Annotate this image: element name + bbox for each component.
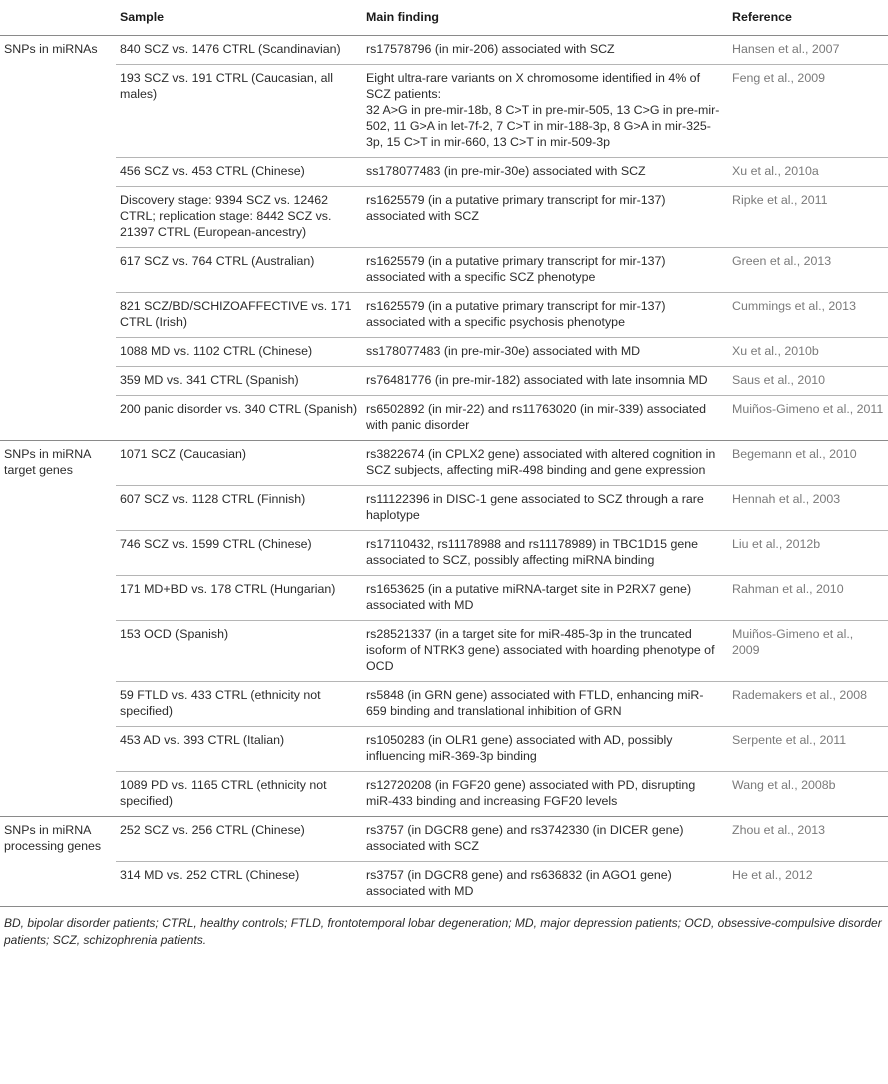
header-sample: Sample — [116, 0, 362, 36]
table-body — [0, 36, 888, 907]
sample-cell: 1089 PD vs. 1165 CTRL (ethnicity not specified) — [116, 772, 362, 817]
finding-cell: rs1050283 (in OLR1 gene) associated with AD, possibly influencing miR-369-3p binding — [362, 727, 728, 772]
finding-cell: ss178077483 (in pre-mir-30e) associated with SCZ — [362, 158, 728, 187]
reference-cell: Zhou et al., 2013 — [728, 817, 888, 862]
reference-cell: Green et al., 2013 — [728, 248, 888, 293]
finding-cell: rs3757 (in DGCR8 gene) and rs3742330 (in DICER gene) associated with SCZ — [362, 817, 728, 862]
table-row — [0, 772, 888, 817]
sample-cell: 453 AD vs. 393 CTRL (Italian) — [116, 727, 362, 772]
sample-cell: 1071 SCZ (Caucasian) — [116, 441, 362, 486]
reference-cell: Cummings et al., 2013 — [728, 293, 888, 338]
sample-cell: 252 SCZ vs. 256 CTRL (Chinese) — [116, 817, 362, 862]
reference-cell: Feng et al., 2009 — [728, 65, 888, 158]
sample-cell: 456 SCZ vs. 453 CTRL (Chinese) — [116, 158, 362, 187]
table-footnote: BD, bipolar disorder patients; CTRL, healthy controls; FTLD, frontotemporal lobar degeneration; MD, major depression patients; OCD, obsessive-compulsive disorder patients; SCZ, schizophrenia patients. — [4, 916, 882, 947]
table-row — [0, 293, 888, 338]
reference-cell: Ripke et al., 2011 — [728, 187, 888, 248]
reference-cell: Rademakers et al., 2008 — [728, 682, 888, 727]
reference-cell: Liu et al., 2012b — [728, 531, 888, 576]
header-main-finding: Main finding — [362, 0, 728, 36]
table-row — [0, 158, 888, 187]
sample-cell: 200 panic disorder vs. 340 CTRL (Spanish) — [116, 396, 362, 441]
reference-cell: Hennah et al., 2003 — [728, 486, 888, 531]
reference-cell: Xu et al., 2010a — [728, 158, 888, 187]
sample-cell: 59 FTLD vs. 433 CTRL (ethnicity not specified) — [116, 682, 362, 727]
finding-cell: rs5848 (in GRN gene) associated with FTLD, enhancing miR-659 binding and translational inhibition of GRN — [362, 682, 728, 727]
finding-cell: rs1653625 (in a putative miRNA-target site in P2RX7 gene) associated with MD — [362, 576, 728, 621]
finding-cell: rs11122396 in DISC-1 gene associated to SCZ through a rare haplotype — [362, 486, 728, 531]
reference-cell: Serpente et al., 2011 — [728, 727, 888, 772]
sample-cell: 617 SCZ vs. 764 CTRL (Australian) — [116, 248, 362, 293]
sample-cell: 314 MD vs. 252 CTRL (Chinese) — [116, 862, 362, 907]
reference-cell: Begemann et al., 2010 — [728, 441, 888, 486]
sample-cell: 153 OCD (Spanish) — [116, 621, 362, 682]
reference-cell: Wang et al., 2008b — [728, 772, 888, 817]
reference-cell: Muiños-Gimeno et al., 2009 — [728, 621, 888, 682]
table-row — [0, 65, 888, 158]
reference-cell: He et al., 2012 — [728, 862, 888, 907]
reference-cell: Xu et al., 2010b — [728, 338, 888, 367]
header-group — [0, 0, 116, 36]
table-row — [0, 338, 888, 367]
finding-cell: rs12720208 (in FGF20 gene) associated with PD, disrupting miR-433 binding and increasing FGF20 levels — [362, 772, 728, 817]
reference-cell: Rahman et al., 2010 — [728, 576, 888, 621]
finding-cell: rs1625579 (in a putative primary transcript for mir-137) associated with SCZ — [362, 187, 728, 248]
reference-cell: Hansen et al., 2007 — [728, 36, 888, 65]
sample-cell: 840 SCZ vs. 1476 CTRL (Scandinavian) — [116, 36, 362, 65]
table-row — [0, 862, 888, 907]
sample-cell: 607 SCZ vs. 1128 CTRL (Finnish) — [116, 486, 362, 531]
finding-cell: rs76481776 (in pre-mir-182) associated with late insomnia MD — [362, 367, 728, 396]
reference-cell: Saus et al., 2010 — [728, 367, 888, 396]
reference-cell: Muiños-Gimeno et al., 2011 — [728, 396, 888, 441]
table-row — [0, 367, 888, 396]
table-row — [0, 187, 888, 248]
table-row — [0, 486, 888, 531]
group-label: SNPs in miRNA processing genes — [0, 817, 116, 907]
finding-cell: rs1625579 (in a putative primary transcript for mir-137) associated with a specific SCZ phenotype — [362, 248, 728, 293]
header-reference: Reference — [728, 0, 888, 36]
group-label: SNPs in miRNAs — [0, 36, 116, 441]
table-header-row — [0, 0, 888, 36]
sample-cell: 359 MD vs. 341 CTRL (Spanish) — [116, 367, 362, 396]
table-row — [0, 36, 888, 65]
sample-cell: 193 SCZ vs. 191 CTRL (Caucasian, all males) — [116, 65, 362, 158]
table-row — [0, 682, 888, 727]
finding-cell: rs17110432, rs11178988 and rs11178989) in TBC1D15 gene associated to SCZ, possibly affecting miRNA binding — [362, 531, 728, 576]
sample-cell: 821 SCZ/BD/SCHIZOAFFECTIVE vs. 171 CTRL (Irish) — [116, 293, 362, 338]
table-row — [0, 396, 888, 441]
table-row — [0, 621, 888, 682]
finding-cell: rs6502892 (in mir-22) and rs11763020 (in mir-339) associated with panic disorder — [362, 396, 728, 441]
sample-cell: Discovery stage: 9394 SCZ vs. 12462 CTRL; replication stage: 8442 SCZ vs. 21397 CTRL (European-ancestry) — [116, 187, 362, 248]
finding-cell: rs3822674 (in CPLX2 gene) associated with altered cognition in SCZ subjects, affecting miR-498 binding and gene expression — [362, 441, 728, 486]
finding-cell: rs28521337 (in a target site for miR-485-3p in the truncated isoform of NTRK3 gene) associated with hoarding phenotype of OCD — [362, 621, 728, 682]
sample-cell: 1088 MD vs. 1102 CTRL (Chinese) — [116, 338, 362, 367]
sample-cell: 171 MD+BD vs. 178 CTRL (Hungarian) — [116, 576, 362, 621]
sample-cell: 746 SCZ vs. 1599 CTRL (Chinese) — [116, 531, 362, 576]
table-row — [0, 531, 888, 576]
table-row — [0, 576, 888, 621]
finding-cell: Eight ultra-rare variants on X chromosome identified in 4% of SCZ patients: 32 A>G in pre-mir-18b, 8 C>T in pre-mir-505, 13 C>G in pre-mir-502, 11 G>A in let-7f-2, 7 C>T in mir-188-3p, 8 G>A in mir-325-3p, 15 C>T in mir-660, 13 C>T in mir-509-3p — [362, 65, 728, 158]
finding-cell: rs1625579 (in a putative primary transcript for mir-137) associated with a specific psychosis phenotype — [362, 293, 728, 338]
finding-cell: rs3757 (in DGCR8 gene) and rs636832 (in AGO1 gene) associated with MD — [362, 862, 728, 907]
group-label: SNPs in miRNA target genes — [0, 441, 116, 817]
finding-cell: rs17578796 (in mir-206) associated with SCZ — [362, 36, 728, 65]
table-row — [0, 248, 888, 293]
finding-cell: ss178077483 (in pre-mir-30e) associated with MD — [362, 338, 728, 367]
table-row — [0, 817, 888, 862]
table-row — [0, 727, 888, 772]
table-row — [0, 441, 888, 486]
